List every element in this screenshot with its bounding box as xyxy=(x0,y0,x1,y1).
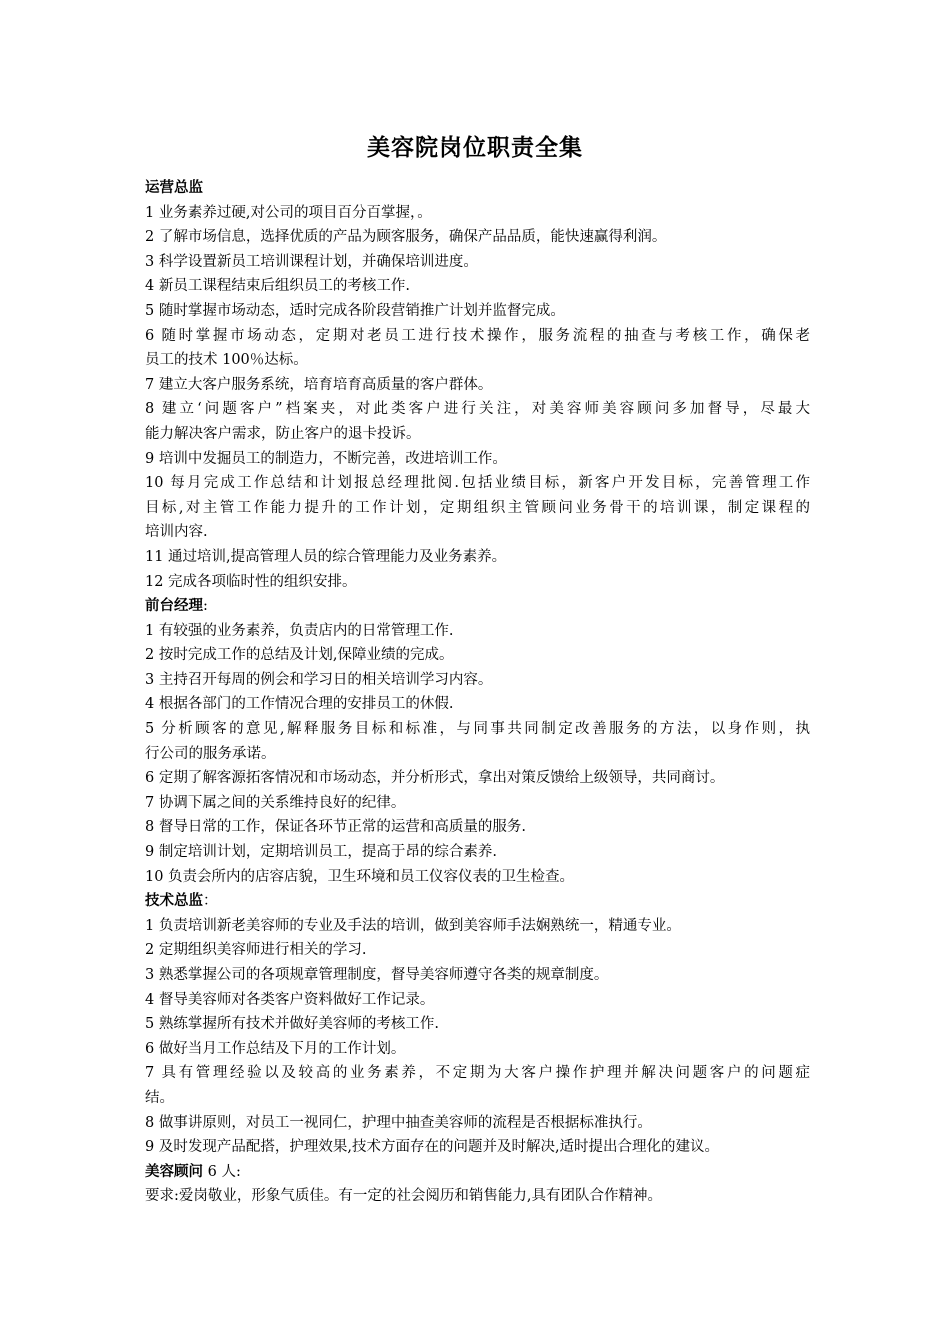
text-line: 5 随时掌握市场动态，适时完成各阶段营销推广计划并监督完成。 xyxy=(145,302,565,319)
text-line: 目标,对主管工作能力提升的工作计划，定期组织主管顾问业务骨干的培训课，制定课程的 xyxy=(145,499,810,516)
text-line: 能力解决客户需求，防止客户的退卡投诉。 xyxy=(145,425,421,442)
text-line: 7 协调下属之间的关系维持良好的纪律。 xyxy=(145,794,406,811)
text-line: 1 有较强的业务素养，负责店内的日常管理工作. xyxy=(145,622,454,639)
text-line: 2 了解市场信息，选择优质的产品为顾客服务，确保产品品质，能快速赢得利润。 xyxy=(145,229,667,246)
text-line: 3 熟悉掌握公司的各项规章管理制度，督导美容师遵守各类的规章制度。 xyxy=(145,967,609,983)
text-line: 7 建立大客户服务系统，培育培育高质量的客户群体。 xyxy=(145,376,493,393)
text-line: 7 具有管理经验以及较高的业务素养，不定期为大客户操作护理并解决问题客户的问题症 xyxy=(145,1065,810,1082)
text-line: 9 培训中发掘员工的制造力，不断完善，改进培训工作。 xyxy=(145,450,507,467)
text-line: 8 做事讲原则，对员工一视同仁，护理中抽查美容师的流程是否根据标准执行。 xyxy=(145,1114,652,1131)
text-line: 要求:爱岗敬业，形象气质佳。有一定的社会阅历和销售能力,具有团队合作精神。 xyxy=(145,1188,662,1205)
section-heading xyxy=(145,176,810,201)
section-heading-text: 美容顾问 xyxy=(145,1163,203,1180)
text-line: 4 根据各部门的工作情况合理的安排员工的休假. xyxy=(145,696,454,713)
text-line: 5 分析顾客的意见,解释服务目标和标准，与同事共同制定改善服务的方法，以身作则，执 xyxy=(145,721,810,738)
text-line: 10 负责会所内的店容店貌，卫生环境和员工仪容仪表的卫生检查。 xyxy=(145,868,575,885)
section-heading-suffix: : xyxy=(203,598,208,615)
section-heading-text: 技术总监 xyxy=(145,893,203,910)
document-title: 美容院岗位职责全集 xyxy=(367,135,583,161)
text-line: 1 业务素养过硬,对公司的项目百分百掌握，。 xyxy=(145,204,432,221)
section-heading xyxy=(145,1160,810,1185)
text-line: 11 通过培训,提高管理人员的综合管理能力及业务素养。 xyxy=(145,548,507,565)
text-line: 2 按时完成工作的总结及计划,保障业绩的完成。 xyxy=(145,647,454,664)
text-line: 2 定期组织美容师进行相关的学习. xyxy=(145,942,367,959)
text-line: 4 督导美容师对各类客户资料做好工作记录。 xyxy=(145,991,435,1008)
section-heading-text: 运营总监 xyxy=(145,180,203,196)
section-heading-text: 前台经理 xyxy=(145,598,203,615)
section xyxy=(145,594,810,889)
section-heading-suffix: 6 人: xyxy=(203,1163,241,1180)
text-line: 员工的技术 100％达标。 xyxy=(145,352,308,369)
text-line: 6 定期了解客源拓客情况和市场动态，并分析形式，拿出对策反馈给上级领导，共同商讨。 xyxy=(145,770,725,787)
section-heading-suffix: ： xyxy=(203,893,218,910)
text-line: 5 熟练掌握所有技术并做好美容师的考核工作. xyxy=(145,1016,439,1033)
section-heading xyxy=(145,889,810,914)
text-line: 12 完成各项临时性的组织安排。 xyxy=(145,573,357,590)
text-line: 行公司的服务承诺。 xyxy=(145,745,276,762)
section xyxy=(145,176,810,594)
text-line: 6 随时掌握市场动态，定期对老员工进行技术操作，服务流程的抽查与考核工作，确保老 xyxy=(145,327,810,344)
text-line: 结。 xyxy=(145,1089,174,1106)
text-line: 3 主持召开每周的例会和学习日的相关培训学习内容。 xyxy=(145,671,493,688)
section xyxy=(145,1160,810,1209)
text-line: 3 科学设置新员工培训课程计划，并确保培训进度。 xyxy=(145,253,478,270)
text-line: 8 建立‘问题客户”档案夹，对此类客户进行关注，对美容师美容顾问多加督导，尽最大 xyxy=(145,401,810,418)
text-line: 9 及时发现产品配搭，护理效果,技术方面存在的问题并及时解决,适时提出合理化的建议。 xyxy=(145,1139,720,1156)
document-body xyxy=(145,176,810,1209)
text-line: 培训内容. xyxy=(145,524,208,541)
text-line: 9 制定培训计划，定期培训员工，提高于昂的综合素养. xyxy=(145,844,497,861)
text-line: 1 负责培训新老美容师的专业及手法的培训，做到美容师手法娴熟统一，精通专业。 xyxy=(145,917,681,934)
text-line: 6 做好当月工作总结及下月的工作计划。 xyxy=(145,1040,406,1057)
text-line: 4 新员工课程结束后组织员工的考核工作. xyxy=(145,278,410,295)
section xyxy=(145,889,810,1160)
text-line: 8 督导日常的工作，保证各环节正常的运营和高质量的服务. xyxy=(145,819,526,836)
text-line: 10 每月完成工作总结和计划报总经理批阅.包括业绩目标，新客户开发目标，完善管理工作 xyxy=(145,475,810,492)
section-heading xyxy=(145,594,810,619)
